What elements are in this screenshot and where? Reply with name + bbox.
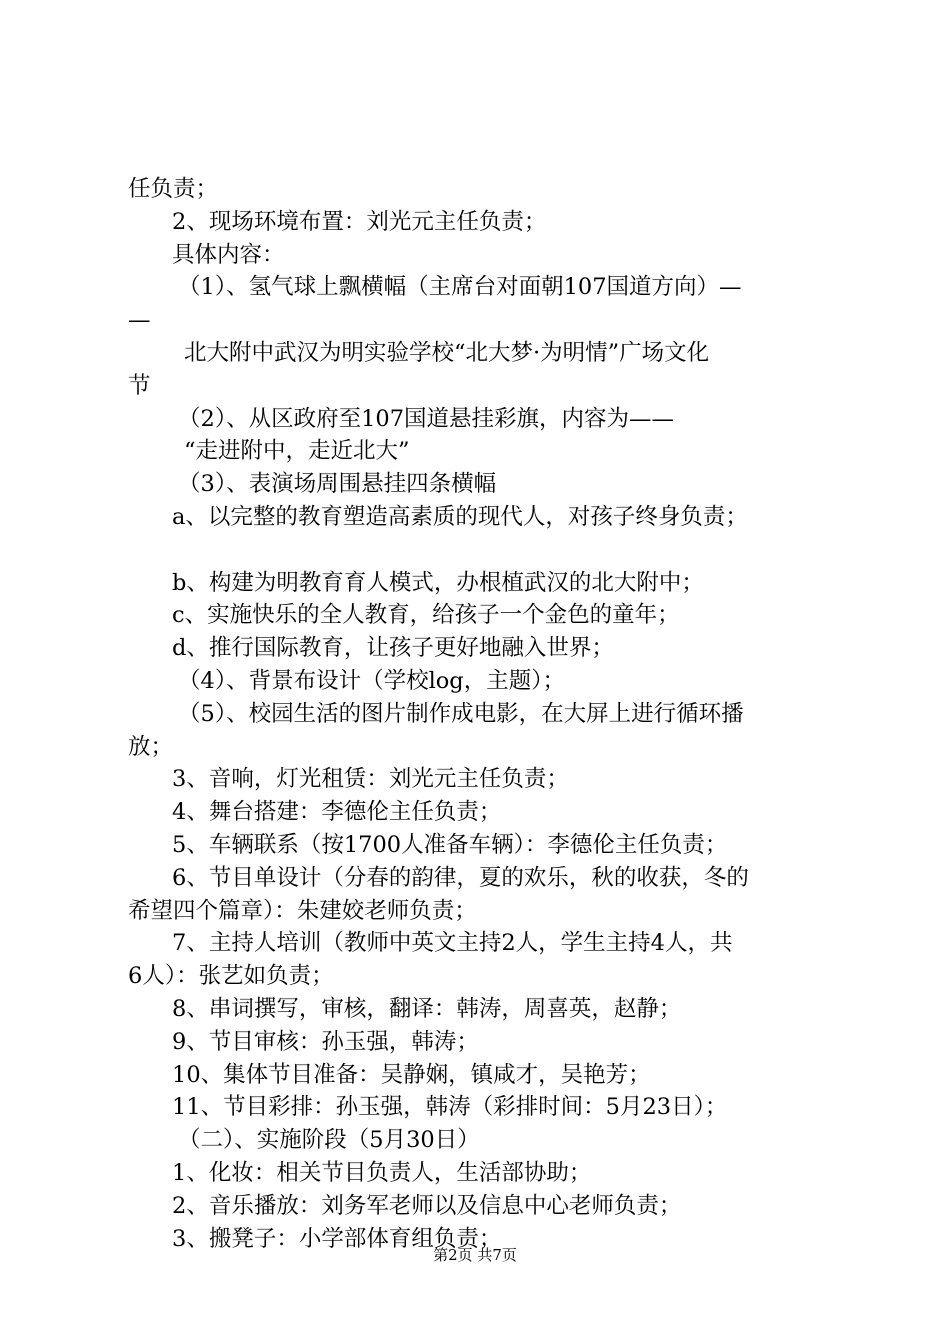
page-footer xyxy=(0,1245,950,1265)
text-line: a、以完整的教育塑造高素质的现代人，对孩子终身负责； xyxy=(172,503,748,530)
text-line: 6、节目单设计（分春的韵律，夏的欢乐，秋的收获，冬的 xyxy=(172,864,749,891)
text-line: 9、节目审核：孙玉强，韩涛； xyxy=(172,1028,479,1055)
text-line: （5）、校园生活的图片制作成电影，在大屏上进行循环播 xyxy=(178,700,744,727)
text-line: d、推行国际教育，让孩子更好地融入世界； xyxy=(172,635,614,662)
text-line: 3、音响，灯光租赁：刘光元主任负责； xyxy=(172,766,569,793)
text-line: 3、搬凳子：小学部体育组负责； xyxy=(172,1225,502,1252)
text-line: 5、车辆联系（按1700人准备车辆）：李德伦主任负责； xyxy=(172,831,728,858)
text-line: 具体内容： xyxy=(172,241,285,268)
text-line: 希望四个篇章）：朱建姣老师负责； xyxy=(128,897,477,924)
text-line: （3）、表演场周围悬挂四条横幅 xyxy=(178,471,497,498)
text-line: 10、集体节目准备：吴静娴，镇咸才，吴艳芳； xyxy=(172,1061,651,1088)
text-line: — xyxy=(128,307,151,334)
text-line: c、实施快乐的全人教育，给孩子一个金色的童年； xyxy=(172,602,680,629)
text-line: 节 xyxy=(128,372,151,399)
text-line: （二）、实施阶段（5月30日） xyxy=(178,1127,480,1154)
document-body xyxy=(128,173,832,1255)
text-line: 7、主持人培训（教师中英文主持2人，学生主持4人，共 xyxy=(172,930,733,957)
text-line: 北大附中武汉为明实验学校“北大梦·为明情”广场文化 xyxy=(184,339,710,366)
text-line: （4）、背景布设计（学校log，主题）； xyxy=(178,667,565,694)
text-line: 2、音乐播放：刘务军老师以及信息中心老师负责； xyxy=(172,1192,682,1219)
text-line: 2、现场环境布置：刘光元主任负责； xyxy=(172,208,547,235)
text-line: 4、舞台搭建：李德伦主任负责； xyxy=(172,799,502,826)
page-number: 第2页 共7页 xyxy=(433,1246,517,1264)
text-line: 任负责； xyxy=(128,176,219,202)
text-line: 11、节目彩排：孙玉强，韩涛（彩排时间：5月23日）； xyxy=(172,1094,728,1121)
text-line: （2）、从区政府至107国道悬挂彩旗，内容为—— xyxy=(178,405,675,432)
text-line: 1、化妆：相关节目负责人，生活部协助； xyxy=(172,1159,592,1186)
blank-line xyxy=(128,534,832,567)
text-line: “走进附中，走近北大” xyxy=(184,438,410,465)
text-line: 6人）：张艺如负责； xyxy=(128,963,334,990)
text-line: b、构建为明教育育人模式，办根植武汉的北大附中； xyxy=(172,569,704,596)
text-line: （1）、氢气球上飘横幅（主席台对面朝107国道方向）— xyxy=(178,274,742,301)
text-line: 放； xyxy=(128,733,174,760)
text-line: 8、串词撰写，审核，翻译：韩涛，周喜英，赵静； xyxy=(172,995,682,1022)
